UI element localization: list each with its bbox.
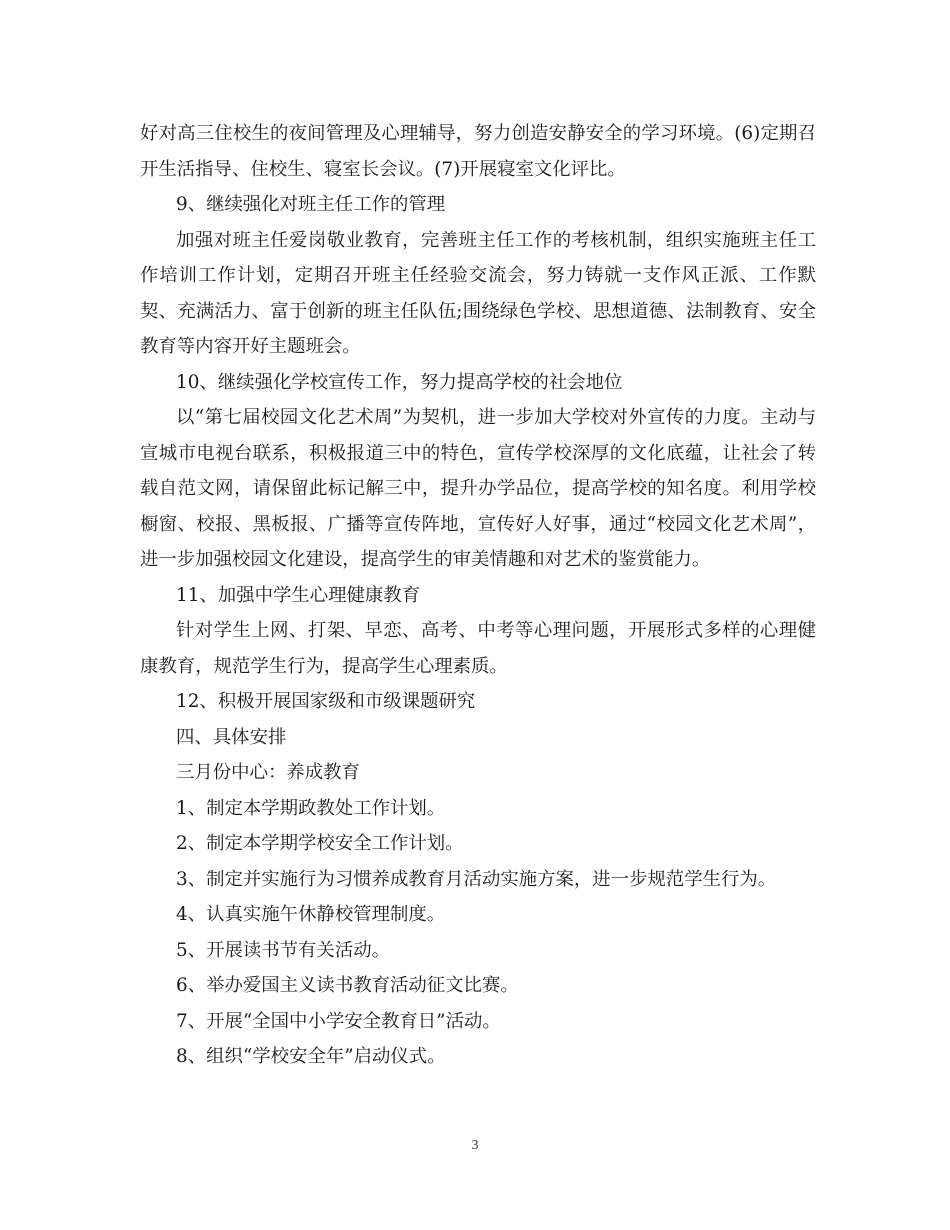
paragraph-mental-health: 针对学生上网、打架、早恋、高考、中考等心理问题，开展形式多样的心理健康教育，规范学生行为，提高学生心理素质。 [140, 620, 816, 677]
page-number: 3 [471, 1138, 479, 1153]
paragraph-continuation: 好对高三住校生的夜间管理及心理辅导，努力创造安静安全的学习环境。(6)定期召开生活指导、住校生、寝室长会议。(7)开展寝室文化评比。 [140, 123, 816, 180]
section-heading-12: 12、积极开展国家级和市级课题研究 [176, 691, 476, 712]
section-heading-11: 11、加强中学生心理健康教育 [176, 584, 421, 606]
paragraph-class-teacher-management: 加强对班主任爱岗敬业教育，完善班主任工作的考核机制，组织实施班主任工作培训工作计划，定期召开班主任经验交流会，努力铸就一支作风正派、工作默契、充满活力、富于创新的班主任队伍;围绕绿色学校、思想道德、法制教育、安全教育等内容开好主题班会。 [140, 229, 816, 357]
list-item: 7、开展“全国中小学安全教育日”活动。 [176, 1010, 501, 1032]
paragraph-school-publicity: 以“第七届校园文化艺术周”为契机，进一步加大学校对外宣传的力度。主动与宣城市电视台联系，积极报道三中的特色，宣传学校深厚的文化底蕴，让社会了转载自范文网，请保留此标记解三中，提升办学品位，提高学校的知名度。利用学校橱窗、校报、黑板报、广播等宣传阵地，宣传好人好事，通过“校园文化艺术周”，进一步加强校园文化建设，提高学生的审美情趣和对艺术的鉴赏能力。 [140, 407, 816, 570]
list-item: 3、制定并实施行为习惯养成教育月活动实施方案，进一步规范学生行为。 [176, 868, 777, 890]
document-body [140, 116, 816, 1075]
month-focus-heading: 三月份中心：养成教育 [176, 762, 360, 783]
list-item: 8、组织“学校安全年”启动仪式。 [176, 1046, 446, 1067]
section-heading-9: 9、继续强化对班主任工作的管理 [176, 194, 446, 215]
list-item: 2、制定本学期学校安全工作计划。 [176, 833, 464, 854]
section-heading-10: 10、继续强化学校宣传工作，努力提高学校的社会地位 [176, 371, 623, 393]
section-heading-specific-arrangements: 四、具体安排 [176, 726, 287, 748]
list-item: 5、开展读书节有关活动。 [176, 939, 390, 961]
list-item: 6、举办爱国主义读书教育活动征文比赛。 [176, 975, 519, 996]
list-item: 4、认真实施午休静校管理制度。 [176, 904, 446, 925]
list-item: 1、制定本学期政教处工作计划。 [176, 797, 446, 819]
